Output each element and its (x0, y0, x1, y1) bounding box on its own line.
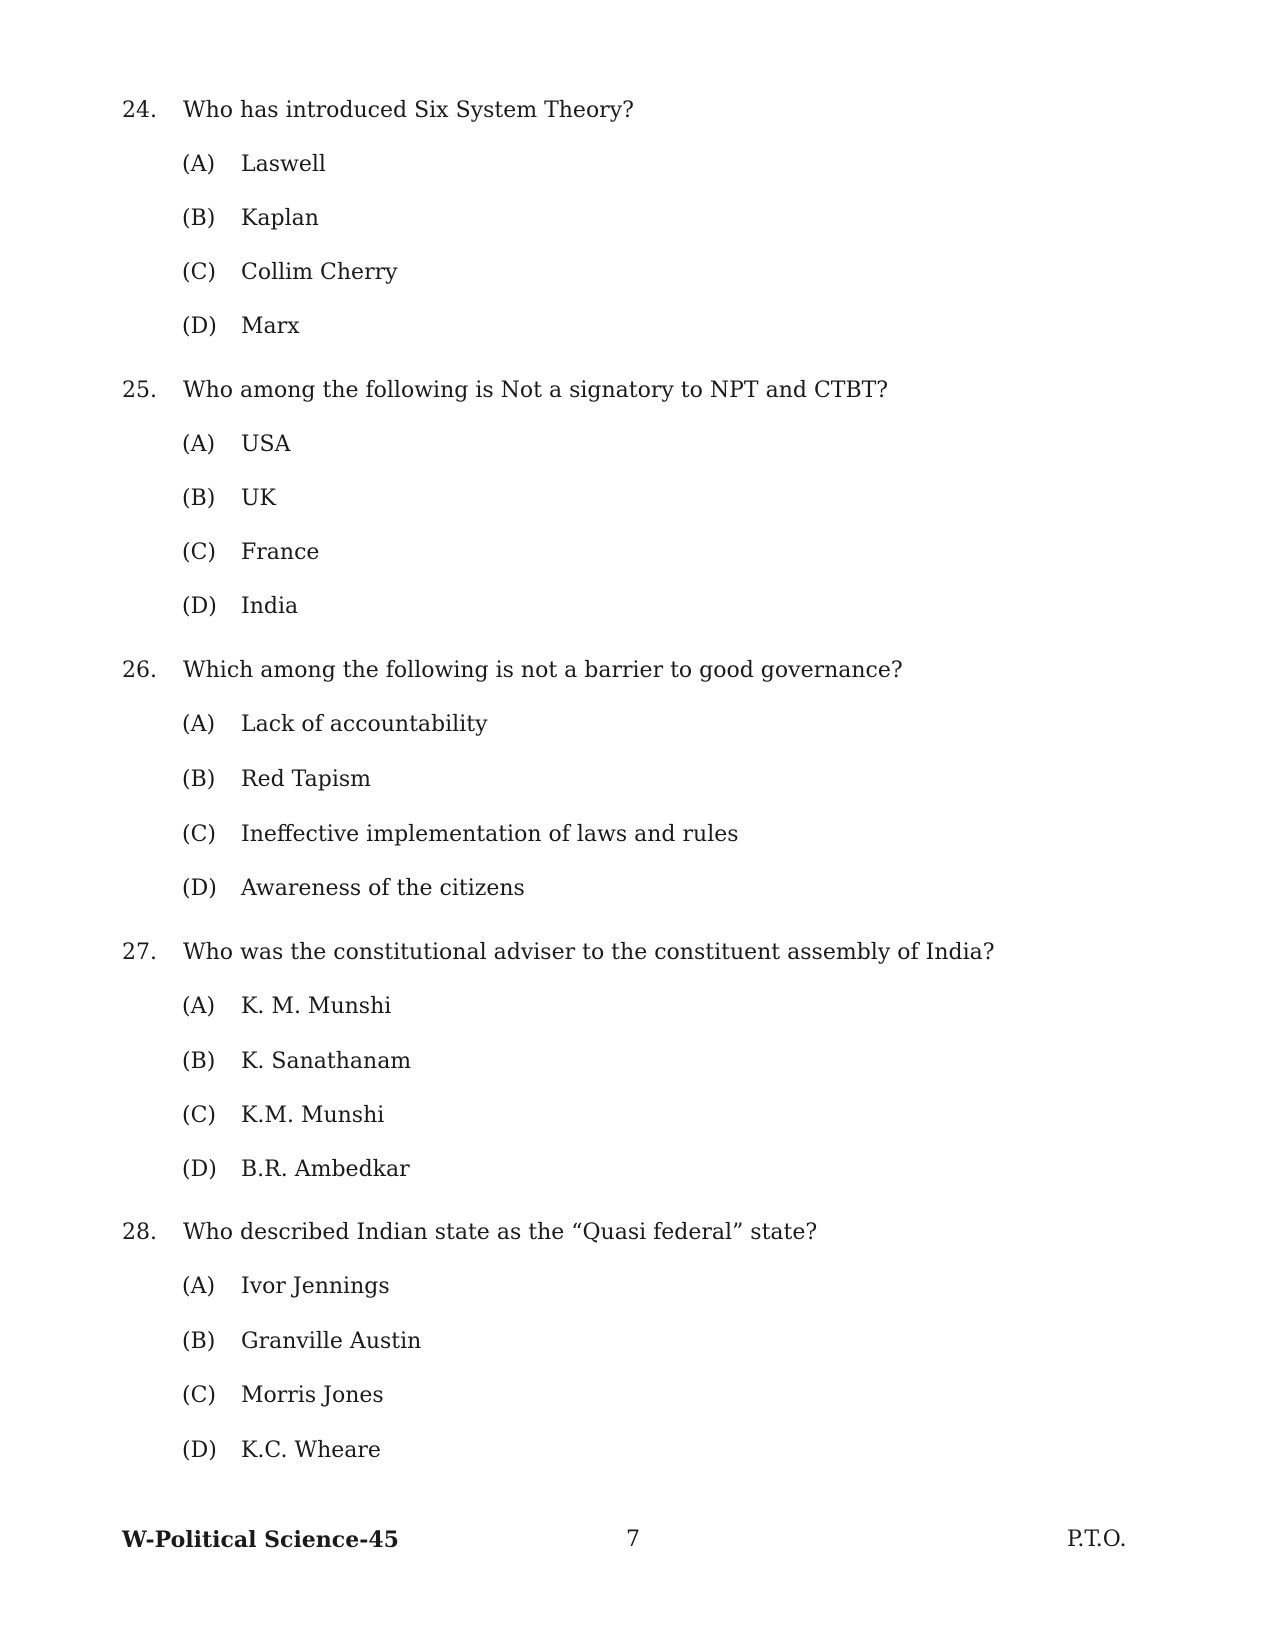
option-text: Granville Austin (241, 1329, 422, 1354)
question-text: Who among the following is Not a signatory to NPT and CTBT? (183, 378, 889, 403)
option-label: (D) (182, 1438, 217, 1463)
option-label: (A) (182, 994, 216, 1019)
option-text: India (241, 594, 299, 619)
option-text: K.C. Wheare (241, 1438, 381, 1463)
option-label: (C) (182, 1103, 216, 1128)
option-text: Awareness of the citizens (241, 876, 525, 901)
option-label: (C) (182, 1383, 216, 1408)
option-text: Kaplan (241, 206, 319, 231)
question-number: 26. (122, 658, 157, 683)
option-a (0, 1269, 1275, 1305)
question-line (0, 93, 1275, 129)
option-text: Marx (241, 314, 300, 339)
option-label: (C) (182, 540, 216, 565)
option-label: (D) (182, 314, 217, 339)
option-label: (B) (182, 767, 216, 792)
question-number: 25. (122, 378, 157, 403)
option-text: Red Tapism (241, 767, 372, 792)
option-text: K. M. Munshi (241, 994, 392, 1019)
question-text: Which among the following is not a barrier to good governance? (183, 658, 903, 683)
option-text: Laswell (241, 152, 326, 177)
option-d (0, 589, 1275, 625)
option-label: (C) (182, 822, 216, 847)
option-text: France (241, 540, 320, 565)
option-label: (B) (182, 486, 216, 511)
option-c (0, 535, 1275, 571)
option-a (0, 707, 1275, 743)
option-label: (D) (182, 876, 217, 901)
option-text: Ivor Jennings (241, 1274, 390, 1299)
option-label: (B) (182, 1329, 216, 1354)
page-footer (0, 1520, 1275, 1560)
option-c (0, 1098, 1275, 1134)
option-c (0, 1378, 1275, 1414)
option-label: (A) (182, 432, 216, 457)
option-text: K.M. Munshi (241, 1103, 385, 1128)
option-d (0, 871, 1275, 907)
option-text: K. Sanathanam (241, 1049, 412, 1074)
question-number: 24. (122, 98, 157, 123)
question-text: Who was the constitutional adviser to the constituent assembly of India? (183, 940, 995, 965)
option-d (0, 1433, 1275, 1469)
option-d (0, 309, 1275, 345)
option-text: Morris Jones (241, 1383, 384, 1408)
option-text: USA (241, 432, 291, 457)
option-a (0, 989, 1275, 1025)
question-line (0, 935, 1275, 971)
option-label: (D) (182, 1157, 217, 1182)
option-label: (A) (182, 712, 216, 737)
option-c (0, 255, 1275, 291)
page-number: 7 (626, 1527, 640, 1552)
option-d (0, 1152, 1275, 1188)
option-b (0, 481, 1275, 517)
option-label: (C) (182, 260, 216, 285)
option-label: (A) (182, 152, 216, 177)
option-label: (B) (182, 1049, 216, 1074)
option-a (0, 147, 1275, 183)
option-a (0, 427, 1275, 463)
pto-label: P.T.O. (1067, 1527, 1127, 1552)
question-number: 28. (122, 1220, 157, 1245)
option-label: (B) (182, 206, 216, 231)
option-c (0, 817, 1275, 853)
option-text: Ineffective implementation of laws and rules (241, 822, 739, 847)
option-b (0, 1324, 1275, 1360)
option-b (0, 762, 1275, 798)
option-b (0, 1044, 1275, 1080)
question-line (0, 653, 1275, 689)
question-number: 27. (122, 940, 157, 965)
question-line (0, 1215, 1275, 1251)
option-text: Lack of accountability (241, 712, 488, 737)
option-text: UK (241, 486, 276, 511)
option-b (0, 201, 1275, 237)
option-text: Collim Cherry (241, 260, 398, 285)
option-text: B.R. Ambedkar (241, 1157, 410, 1182)
paper-code: W-Political Science-45 (122, 1527, 399, 1553)
option-label: (D) (182, 594, 217, 619)
question-text: Who has introduced Six System Theory? (183, 98, 634, 123)
question-line (0, 373, 1275, 409)
question-text: Who described Indian state as the “Quasi federal” state? (183, 1220, 818, 1245)
option-label: (A) (182, 1274, 216, 1299)
